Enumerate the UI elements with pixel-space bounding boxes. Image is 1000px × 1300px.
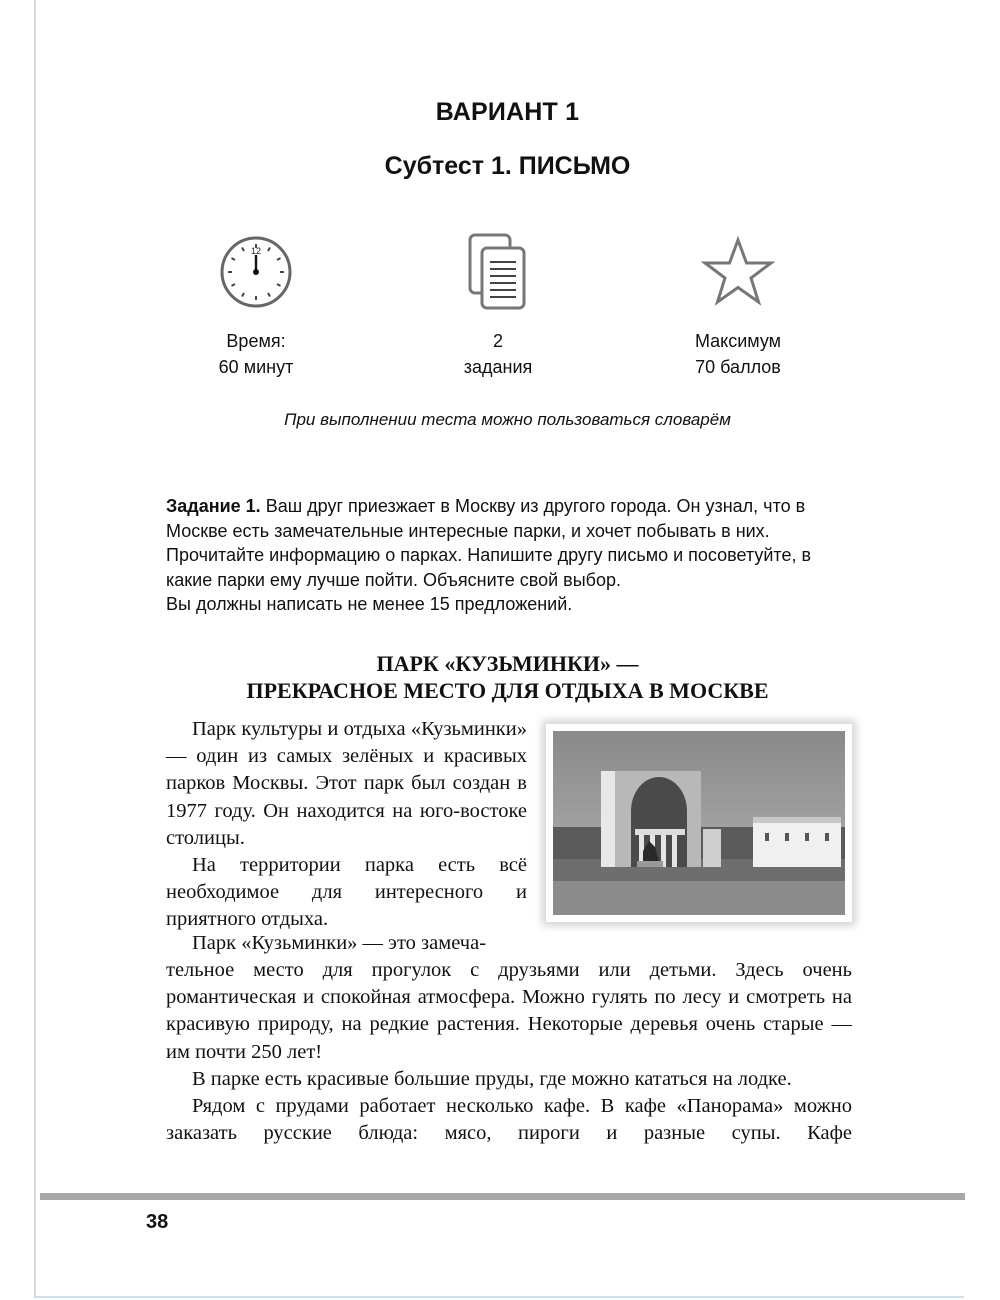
stat-time [176, 232, 336, 380]
task-label: Задание 1. [166, 496, 261, 516]
page-edge-bottom [34, 1296, 964, 1298]
article-paragraph-4: В парке есть красивые большие пруды, где можно кататься на лодке. [192, 1068, 792, 1090]
footer-rule [40, 1193, 965, 1200]
clock-icon [176, 232, 336, 312]
stat-tasks [418, 232, 578, 380]
task-text: Ваш друг приезжает в Москву из другого города. Он узнал, что в Москве есть замечательные интересные парки, и хочет побывать в них. Прочитайте информацию о парках. Напишите другу письмо и посоветуйте, в какие парки ему лучше пойти. Объясните свой выбор. [166, 496, 812, 590]
article-title-line-2: ПРЕКРАСНОЕ МЕСТО ДЛЯ ОТДЫХА В МОСКВЕ [246, 678, 769, 703]
stat-tasks-label: задания [463, 357, 533, 377]
variant-title: ВАРИАНТ 1 [435, 98, 580, 126]
park-photo [546, 724, 852, 922]
stat-time-label: Время: [226, 331, 286, 351]
stat-max-score [658, 232, 818, 380]
stat-time-value: 60 минут [218, 357, 294, 377]
article-paragraph-1: Парк культуры и отдыха «Кузьминки» — один из самых зелёных и красивых парков Москвы. Этот парк был создан в 1977 году. Он находится на юго-востоке столицы. [166, 718, 527, 849]
subtest-title: Субтест 1. ПИСЬМО [384, 152, 631, 180]
star-icon [658, 232, 818, 312]
article-title-line-1: ПАРК «КУЗЬМИНКИ» — [376, 651, 639, 676]
page-edge [34, 0, 36, 1298]
task-1 [166, 494, 856, 617]
article-title [0, 650, 1000, 704]
documents-icon [418, 232, 578, 312]
task-requirement: Вы должны написать не менее 15 предложений. [166, 594, 573, 615]
stat-tasks-count: 2 [492, 331, 503, 351]
article-paragraph-5: Рядом с прудами работает несколько кафе. В кафе «Панорама» можно заказать русские блюда: мясо, пироги и разные супы. Кафе [166, 1095, 852, 1145]
stat-max-value: 70 баллов [695, 357, 781, 377]
article-paragraph-3-start: Парк «Кузьминки» — это замеча- [192, 932, 487, 954]
article-paragraph-3-cont: тельное место для прогулок с друзьями или детьми. Здесь очень романтическая и спокойная атмосфера. Можно гулять по лесу и смотреть на красивую природу, на редкие растения. Некоторые деревья очень старые — им почти 250 лет! [166, 959, 852, 1063]
page-number: 38 [146, 1211, 169, 1233]
svg-text:12: 12 [250, 246, 262, 256]
article-paragraph-2: На территории парка есть всё необходимое для интересного и приятного отдыха. [166, 854, 527, 931]
stat-max-label: Максимум [694, 331, 782, 351]
dictionary-note: При выполнении теста можно пользоваться словарём [284, 410, 731, 429]
